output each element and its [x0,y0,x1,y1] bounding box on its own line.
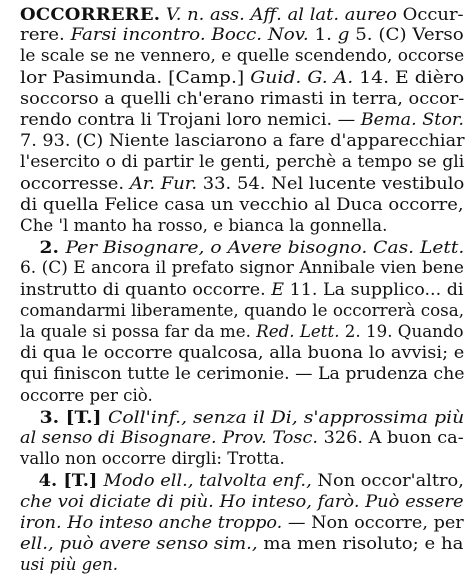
text-run: la quale si possa far da me. [20,322,257,341]
text-run: Per Bisognare, o Avere bisogno. Cas. Lett. [65,238,465,258]
text-run: occorre per ciò. [20,385,153,405]
text-run: ma men risoluto; e ha [263,534,464,553]
text-run: le scale se ne vennero, e quelle scendendo, occorse [20,46,465,66]
text-run: g [337,25,356,45]
text-run: Red. Lett. [256,322,345,341]
text-run: Che 'l manto ha rosso, e bianca la gonnella. [20,216,388,235]
text-run: lor Pasimunda. [Camp.] [20,67,251,87]
text-line [20,553,118,577]
text-run: Ar. Fur. [129,173,203,193]
text-run: rere. [20,25,71,45]
text-run: 11. La supplico... di [289,279,464,299]
text-run: vallo non occorre dirgli: Trotta. [20,449,285,469]
text-run: rendo contra li Trojani loro nemici. — [20,110,361,129]
text-run: l'esercito o di partir le genti, perchè a tempo se gli [20,152,465,172]
text-run: Non occorre, per [311,512,464,532]
text-run: di qua le occorre qualcosa, alla buona lo avvisi; e [20,343,465,363]
text-run: occorresse. [20,173,130,193]
text-run: Bema. Stor. [360,110,464,129]
text-run: usi più gen. [20,555,119,575]
text-run: Farsi incontro. Bocc. Nov. [70,25,315,45]
text-run: comandarmi liberamente, quando le occorrerà cosa, [20,300,465,320]
text-run: Coll'inf., senza il Di, s'approssima più [108,407,465,427]
text-run: al senso di Bisognare. Prov. Tosc. [20,428,324,447]
text-run: V. n. ass. Aff. al lat. aureo [160,5,403,24]
text-run: Guid. G. A. [250,67,360,87]
text-run: di quella Felice casa un vecchio al Duca occorre, [20,194,464,214]
text-run: 6. (C) E ancora il prefato signor Annibale vien bene [20,258,464,278]
text-run: 5. (C) Verso [355,25,464,45]
text-run: 14. E dièro [359,67,465,87]
text-run: 2. 19. Quando [344,322,464,341]
text-run: 1. [314,25,338,45]
text-run: 326. A buon ca- [323,428,464,447]
text-run: 3. [T.] [20,406,109,427]
text-run: qui finiscon tutte le cerimonie. — La prudenza che [20,364,465,384]
text-run: 7. 93. (C) Niente lasciarono a fare d'apparecchiar [20,131,465,151]
text-run: 33. 54. Nel lucente vestibulo [202,173,465,193]
text-run: instrutto di quanto occorre. [20,279,272,299]
text-run: iron. Ho inteso anche troppo. — [20,512,312,532]
text-run: Non occor'altro, [317,471,464,491]
text-run: 2. [20,237,66,258]
text-run: Occur- [402,5,464,24]
text-run: OCCORRERE. [20,4,161,24]
text-run: E [271,279,290,299]
text-run: 4. [T.] [20,470,104,491]
text-run: Modo ell., talvolta enf., [103,471,318,491]
text-run: ell., può avere senso sim., [20,534,264,553]
text-run: soccorso a quelli ch'erano rimasti in terra, occor- [20,88,465,108]
text-run: che voi diciate di più. Ho inteso, farò. Può essere [20,491,464,511]
